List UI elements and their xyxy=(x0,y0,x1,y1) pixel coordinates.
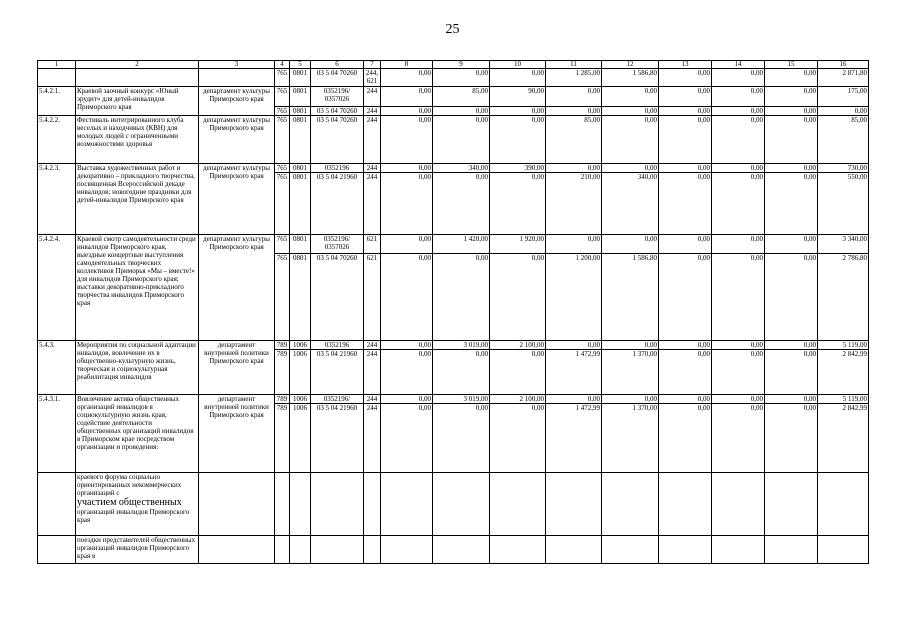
table-cell xyxy=(199,473,275,536)
table-cell: 0,00 xyxy=(712,254,765,341)
table-cell xyxy=(290,536,311,564)
header-row xyxy=(38,61,869,69)
table-cell: 0,00 xyxy=(433,173,490,235)
table-cell: 621 xyxy=(364,254,381,341)
table-cell: 0352196 xyxy=(311,164,364,173)
table-cell: 0,00 xyxy=(381,254,433,341)
row-id: 5.4.2.4. xyxy=(38,235,76,341)
table-cell: 0801 xyxy=(290,69,311,87)
table-cell: 0801 xyxy=(290,87,311,107)
header-cell: 14 xyxy=(712,61,765,69)
table-cell: 765 xyxy=(275,116,290,164)
table-cell: 765 xyxy=(275,173,290,235)
header-cell: 1 xyxy=(38,61,76,69)
table-cell: 210,00 xyxy=(546,173,602,235)
table-cell: 1 200,00 xyxy=(546,254,602,341)
table-cell: 0,00 xyxy=(765,350,818,395)
table-cell: 0,00 xyxy=(381,87,433,107)
row-title: поездки представителей общественных организаций инвалидов Приморского края в xyxy=(76,536,199,564)
table-cell: 0801 xyxy=(290,173,311,235)
table-cell: 0801 xyxy=(290,116,311,164)
table-cell: 0,00 xyxy=(712,404,765,473)
table-cell: 0,00 xyxy=(659,164,712,173)
table-cell: 3 019,00 xyxy=(433,341,490,350)
table-cell: 2 100,00 xyxy=(490,341,546,350)
table-cell: 1006 xyxy=(290,350,311,395)
table-cell: 5 119,00 xyxy=(818,395,869,404)
row-department: департамент культуры Приморского края xyxy=(199,235,275,341)
table-cell: 0,00 xyxy=(659,350,712,395)
table-cell: 0,00 xyxy=(659,69,712,87)
table-cell: 0352196/ 0357026 xyxy=(311,87,364,107)
table-cell: 1 370,00 xyxy=(602,404,659,473)
row-department: департамент культуры Приморского края xyxy=(199,164,275,235)
table-cell: 0,00 xyxy=(659,87,712,107)
table-cell: 765 xyxy=(275,107,290,116)
table-cell: 244 xyxy=(364,404,381,473)
table-row xyxy=(38,536,869,564)
table-cell: 2 842,99 xyxy=(818,350,869,395)
table-cell: 0,00 xyxy=(546,341,602,350)
table-cell: 0,00 xyxy=(602,395,659,404)
table-row xyxy=(38,235,869,254)
table-cell: 0,00 xyxy=(712,395,765,404)
table-cell: 1006 xyxy=(290,395,311,404)
row-title-part: организаций инвалидов Приморского края xyxy=(77,508,190,524)
table-cell xyxy=(311,536,364,564)
row-id: 5.4.3.1. xyxy=(38,395,76,473)
header-cell: 15 xyxy=(765,61,818,69)
table-cell: 0,00 xyxy=(712,350,765,395)
header-cell: 16 xyxy=(818,61,869,69)
table-cell: 3 019,00 xyxy=(433,395,490,404)
table-cell: 765 xyxy=(275,69,290,87)
table-cell: 0,00 xyxy=(381,350,433,395)
header-cell: 4 xyxy=(275,61,290,69)
table-cell xyxy=(602,536,659,564)
table-cell: 03 5 04 21960 xyxy=(311,350,364,395)
header-cell: 12 xyxy=(602,61,659,69)
page-number: 25 xyxy=(445,22,460,37)
table-cell: 0,00 xyxy=(712,235,765,254)
table-cell: 0,00 xyxy=(546,235,602,254)
row-department: департамент культуры Приморского края xyxy=(199,116,275,164)
table-cell: 0,00 xyxy=(490,107,546,116)
table-cell: 1 472,99 xyxy=(546,350,602,395)
table-cell: 0801 xyxy=(290,254,311,341)
table-cell: 0,00 xyxy=(433,404,490,473)
table-cell: 0,00 xyxy=(433,350,490,395)
table-cell: 175,00 xyxy=(818,87,869,107)
table-cell: 0,00 xyxy=(659,116,712,164)
table-cell xyxy=(275,536,290,564)
table-cell: 0,00 xyxy=(602,341,659,350)
table-row xyxy=(38,164,869,173)
table-cell: 621 xyxy=(364,235,381,254)
table-cell: 0,00 xyxy=(546,107,602,116)
table-cell: 03 5 04 70260 xyxy=(311,69,364,87)
table-cell: 765 xyxy=(275,164,290,173)
row-title: Мероприятия по социальной адаптации инвалидов, вовлечение их в общественно-культурную жизнь, творческая и социокультурная реабилитация инвалидов xyxy=(76,341,199,395)
table-cell: 03 5 04 70260 xyxy=(311,254,364,341)
table-cell: 244 xyxy=(364,350,381,395)
header-cell: 8 xyxy=(381,61,433,69)
header-cell: 13 xyxy=(659,61,712,69)
table-cell xyxy=(818,536,869,564)
table-cell: 0,00 xyxy=(712,173,765,235)
table-cell: 0,00 xyxy=(381,116,433,164)
table-row xyxy=(38,473,869,536)
table-cell: 0,00 xyxy=(602,235,659,254)
table-cell: 765 xyxy=(275,254,290,341)
table-cell: 1006 xyxy=(290,404,311,473)
table-cell: 0,00 xyxy=(433,254,490,341)
table-cell xyxy=(311,473,364,536)
table-row xyxy=(38,116,869,164)
table-cell: 244, 621 xyxy=(364,69,381,87)
table-cell: 789 xyxy=(275,404,290,473)
table-cell: 3 340,00 xyxy=(818,235,869,254)
table-cell: 0,00 xyxy=(546,395,602,404)
table-cell: 244 xyxy=(364,395,381,404)
header-cell: 3 xyxy=(199,61,275,69)
row-title-part: участием общественных xyxy=(77,497,182,508)
table-cell: 0,00 xyxy=(433,69,490,87)
table-cell: 0,00 xyxy=(602,87,659,107)
table-cell: 0352196/ 0357026 xyxy=(311,235,364,254)
header-cell: 10 xyxy=(490,61,546,69)
header-cell: 5 xyxy=(290,61,311,69)
table-cell: 0,00 xyxy=(546,164,602,173)
table-cell: 0801 xyxy=(290,164,311,173)
table-cell: 340,00 xyxy=(433,164,490,173)
row-title-part: краевого форума социально ориентированных некоммерческих организаций с xyxy=(77,473,182,497)
table-cell: 2 786,80 xyxy=(818,254,869,341)
table-cell xyxy=(76,69,199,87)
table-cell: 0,00 xyxy=(433,116,490,164)
table-cell: 0,00 xyxy=(765,404,818,473)
table-cell: 0,00 xyxy=(659,341,712,350)
table-cell xyxy=(381,473,433,536)
table-cell xyxy=(765,536,818,564)
table-cell xyxy=(818,473,869,536)
table-cell: 550,00 xyxy=(818,173,869,235)
table-cell: 0,00 xyxy=(659,107,712,116)
table-cell: 5 119,00 xyxy=(818,341,869,350)
row-title: Фестиваль интегрированного клуба веселых и находчивых (КВН) для молодых людей с ограниченными возможностями здоровья xyxy=(76,116,199,164)
table-cell: 0,00 xyxy=(602,107,659,116)
table-cell: 0,00 xyxy=(381,235,433,254)
table-cell: 1006 xyxy=(290,341,311,350)
table-cell xyxy=(381,536,433,564)
table-cell: 0,00 xyxy=(381,173,433,235)
table-cell: 0,00 xyxy=(818,107,869,116)
table-cell xyxy=(490,536,546,564)
table-cell: 1 586,80 xyxy=(602,254,659,341)
table-cell: 0,00 xyxy=(381,69,433,87)
table-cell: 0801 xyxy=(290,107,311,116)
table-cell xyxy=(290,473,311,536)
table-cell: 0,00 xyxy=(765,164,818,173)
table-cell: 0,00 xyxy=(765,341,818,350)
table-cell xyxy=(38,69,76,87)
table-cell xyxy=(659,473,712,536)
table-cell: 0,00 xyxy=(490,404,546,473)
table-cell: 2 100,00 xyxy=(490,395,546,404)
table-cell xyxy=(364,536,381,564)
table-cell xyxy=(602,473,659,536)
table-cell: 0,00 xyxy=(712,87,765,107)
table-cell: 0,00 xyxy=(381,164,433,173)
table-cell: 2 842,99 xyxy=(818,404,869,473)
table-cell xyxy=(275,473,290,536)
table-cell: 0,00 xyxy=(490,116,546,164)
table-cell: 85,00 xyxy=(546,116,602,164)
table-cell xyxy=(546,473,602,536)
header-cell: 7 xyxy=(364,61,381,69)
table-cell: 0,00 xyxy=(765,107,818,116)
row-title: Выставка художественных работ и декоративно – прикладного творчества, посвященная Всероссийской декаде инвалидов; новогодние праздники для детей-инвалидов Приморского края xyxy=(76,164,199,235)
table-cell: 1 285,00 xyxy=(546,69,602,87)
table-cell: 0,00 xyxy=(765,173,818,235)
table-cell: 765 xyxy=(275,87,290,107)
table-cell xyxy=(433,473,490,536)
table-cell xyxy=(712,473,765,536)
table-cell: 244 xyxy=(364,116,381,164)
table-cell: 85,00 xyxy=(818,116,869,164)
table-cell: 1 420,00 xyxy=(433,235,490,254)
row-title: Краевой заочный конкурс «Юный эрудит» для детей-инвалидов Приморского края xyxy=(76,87,199,116)
table-cell: 390,00 xyxy=(490,164,546,173)
table-cell: 244 xyxy=(364,341,381,350)
table-cell xyxy=(765,473,818,536)
table-cell: 0,00 xyxy=(490,254,546,341)
table-cell xyxy=(659,536,712,564)
table-cell: 730,00 xyxy=(818,164,869,173)
table-cell: 0,00 xyxy=(381,404,433,473)
table-cell: 1 920,00 xyxy=(490,235,546,254)
table-cell: 0,00 xyxy=(765,254,818,341)
table-cell: 789 xyxy=(275,341,290,350)
table-cell: 0,00 xyxy=(765,395,818,404)
table-cell: 03 5 04 70260 xyxy=(311,107,364,116)
header-cell: 6 xyxy=(311,61,364,69)
table-cell: 0,00 xyxy=(765,69,818,87)
table-cell: 244 xyxy=(364,87,381,107)
row-id: 5.4.2.2. xyxy=(38,116,76,164)
table-cell: 789 xyxy=(275,350,290,395)
table-cell xyxy=(433,536,490,564)
table-row xyxy=(38,87,869,107)
table-cell: 03 5 04 70260 xyxy=(311,116,364,164)
table-cell: 2 871,80 xyxy=(818,69,869,87)
table-cell: 0,00 xyxy=(381,341,433,350)
table-cell: 0,00 xyxy=(381,107,433,116)
table-cell: 765 xyxy=(275,235,290,254)
table-cell xyxy=(364,473,381,536)
table-cell: 244 xyxy=(364,173,381,235)
table-cell xyxy=(546,536,602,564)
table-cell: 0,00 xyxy=(659,395,712,404)
table-cell: 0,00 xyxy=(712,164,765,173)
table-cell: 244 xyxy=(364,107,381,116)
table-cell: 1 586,80 xyxy=(602,69,659,87)
table-cell: 340,00 xyxy=(602,173,659,235)
table-cell: 0801 xyxy=(290,235,311,254)
table-cell xyxy=(38,473,76,536)
table-cell: 0,00 xyxy=(602,116,659,164)
table-cell: 0,00 xyxy=(712,107,765,116)
table-row xyxy=(38,69,869,87)
row-title xyxy=(76,473,199,536)
table-cell: 0,00 xyxy=(765,235,818,254)
table-cell: 0,00 xyxy=(712,341,765,350)
table-cell: 90,00 xyxy=(490,87,546,107)
row-id: 5.4.2.1. xyxy=(38,87,76,116)
row-id: 5.4.2.3. xyxy=(38,164,76,235)
table-cell: 0,00 xyxy=(433,107,490,116)
budget-table xyxy=(37,60,869,564)
table-cell xyxy=(712,536,765,564)
table-cell: 03 5 04 21960 xyxy=(311,404,364,473)
table-cell xyxy=(38,536,76,564)
header-cell: 11 xyxy=(546,61,602,69)
row-department: департамент внутренней политики Приморского края xyxy=(199,341,275,395)
header-cell: 9 xyxy=(433,61,490,69)
row-department: департамент культуры Приморского края xyxy=(199,87,275,116)
table-cell: 1 370,00 xyxy=(602,350,659,395)
table-cell: 0,00 xyxy=(765,87,818,107)
table-cell: 03 5 04 21960 xyxy=(311,173,364,235)
table-cell: 0,00 xyxy=(765,116,818,164)
table-cell: 0,00 xyxy=(659,235,712,254)
table-cell xyxy=(490,473,546,536)
table-cell: 0,00 xyxy=(490,173,546,235)
table-cell: 0,00 xyxy=(659,173,712,235)
table-cell: 1 472,99 xyxy=(546,404,602,473)
row-title: Вовлечение актива общественных организаций инвалидов в социокультурную жизнь края, содействие деятельности общественных организаций инвалидов в Приморском крае посредством организации и проведения: xyxy=(76,395,199,473)
table-cell: 0,00 xyxy=(659,404,712,473)
table-cell: 0,00 xyxy=(659,254,712,341)
table-cell: 0,00 xyxy=(602,164,659,173)
table-cell: 0352196 xyxy=(311,341,364,350)
table-cell xyxy=(199,536,275,564)
row-id: 5.4.3. xyxy=(38,341,76,395)
header-cell: 2 xyxy=(76,61,199,69)
row-title: Краевой смотр самодеятельности среди инвалидов Приморского края, выездные концертные выступления самодеятельных творческих коллективов Приморья «Мы – вместе!» для инвалидов Приморского края; выставки декоративно-прикладного творчества инвалидов Приморского края xyxy=(76,235,199,341)
table-cell: 0,00 xyxy=(490,350,546,395)
table-cell: 0352196/ xyxy=(311,395,364,404)
table-cell: 0,00 xyxy=(712,116,765,164)
table-row xyxy=(38,395,869,404)
table-cell: 0,00 xyxy=(381,395,433,404)
table-cell: 0,00 xyxy=(490,69,546,87)
table-cell: 0,00 xyxy=(712,69,765,87)
row-department: департамент внутренней политики Приморского края xyxy=(199,395,275,473)
table-cell: 85,00 xyxy=(433,87,490,107)
table-cell: 244 xyxy=(364,164,381,173)
table-cell xyxy=(199,69,275,87)
table-row xyxy=(38,341,869,350)
table-cell: 789 xyxy=(275,395,290,404)
table-cell: 0,00 xyxy=(546,87,602,107)
